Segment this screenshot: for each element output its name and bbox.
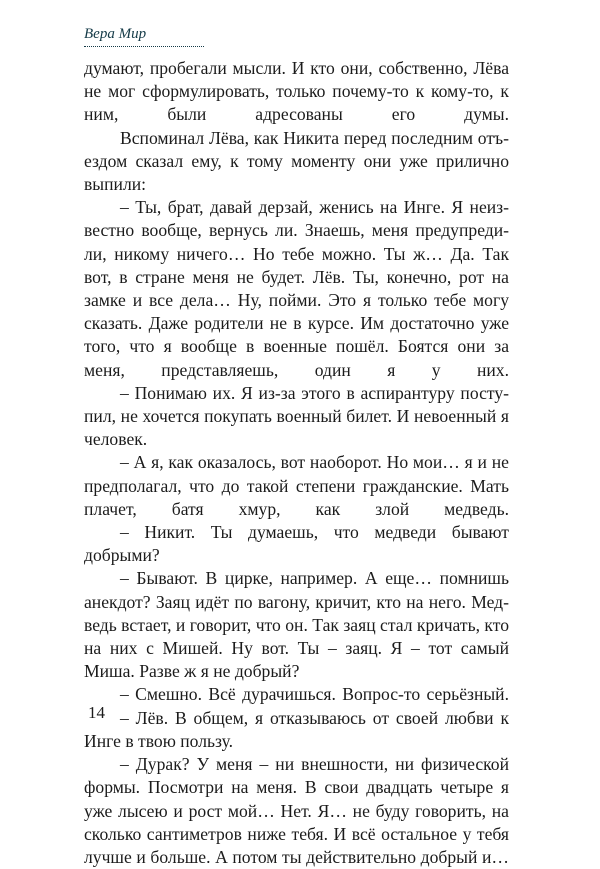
paragraph-3: – Ты, брат, давай дерзай, женись на Инге. Я неизвестно вообще, вернусь ли. Знаешь, меня предупредили, никому ничего… Но тебе можно. Ты ж… Да. Так вот, в стране меня не будет. Лёв. Ты, конечно, рот на замке и все дела… Ну, пойми. Это я только тебе могу сказать. Даже родители не в курсе. Им достаточно уже того, что я вообще в военные пошёл. Боятся они за меня, представляешь, один я у них. xyxy=(84,197,509,380)
page-body-text xyxy=(84,57,509,869)
paragraph-6: – Никит. Ты думаешь, что медведи бывают добрыми? xyxy=(84,522,509,566)
paragraph-2: Вспоминал Лёва, как Никита перед последним отъездом сказал ему, к тому моменту они уже прилично выпили: xyxy=(84,127,509,195)
paragraph-4: – Понимаю их. Я из-за этого в аспирантуру поступил, не хочется покупать военный билет. И невоенный я человек. xyxy=(84,382,509,450)
paragraph-1: думают, пробегали мысли. И кто они, собственно, Лёва не мог сформулировать, только почему-то к кому-то, к ним, были адресованы его думы. xyxy=(84,58,509,125)
page-number: 14 xyxy=(88,703,105,722)
running-header: Вера Мир xyxy=(84,26,204,47)
paragraph-5: – А я, как оказалось, вот наоборот. Но мои… я и не предполагал, что до такой степени гражданские. Мать плачет, батя хмур, как злой медведь. xyxy=(84,452,509,519)
paragraph-9: – Лёв. В общем, я отказываюсь от своей любви к Инге в твою пользу. xyxy=(84,707,509,751)
paragraph-10: – Дурак? У меня – ни внешности, ни физической формы. Посмотри на меня. В свои двадцать четыре я уже лысею и рост мой… Нет. Я… не буду говорить, на сколько сантиметров ниже тебя. И всё остальное у тебя лучше и больше. А потом ты действительно добрый и… xyxy=(84,754,509,867)
paragraph-8: – Смешно. Всё дурачишься. Вопрос-то серьёзный. xyxy=(120,684,509,705)
paragraph-7: – Бывают. В цирке, например. А еще… помнишь анекдот? Заяц идёт по вагону, кричит, кто на него. Медведь встает, и говорит, что он. Так заяц стал кричать, кто на них с Мишей. Ну вот. Ты – заяц. Я – тот самый Миша. Разве ж я не добрый? xyxy=(84,568,509,682)
